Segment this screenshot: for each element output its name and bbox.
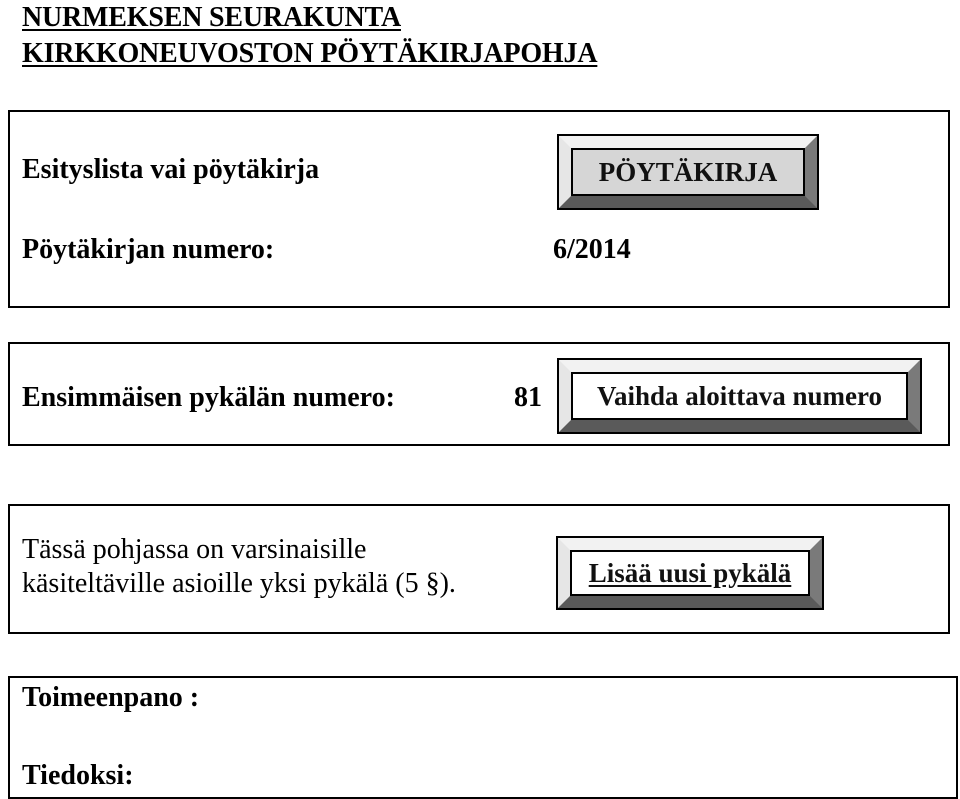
document-type-button[interactable] bbox=[559, 136, 817, 208]
for-information-label: Tiedoksi: bbox=[22, 760, 134, 791]
change-start-number-button-label: Vaihda aloittava numero bbox=[596, 380, 883, 411]
organization-name: NURMEKSEN SEURAKUNTA bbox=[22, 2, 401, 33]
template-info-line-1: Tässä pohjassa on varsinaisille bbox=[22, 534, 367, 565]
first-section-number-value: 81 bbox=[514, 382, 542, 413]
execution-panel bbox=[8, 676, 958, 799]
minutes-number-value[interactable]: 6/2014 bbox=[553, 234, 631, 265]
change-start-number-button[interactable] bbox=[559, 360, 920, 432]
section-number-panel bbox=[8, 342, 950, 446]
add-new-section-button[interactable] bbox=[558, 538, 822, 608]
minutes-number-label: Pöytäkirjan numero: bbox=[22, 234, 275, 265]
document-title: KIRKKONEUVOSTON PÖYTÄKIRJAPOHJA bbox=[22, 38, 598, 69]
template-info-line-2: käsiteltäville asioille yksi pykälä (5 §). bbox=[22, 568, 456, 599]
add-section-panel bbox=[8, 504, 950, 634]
document-type-button-label: PÖYTÄKIRJA bbox=[598, 156, 778, 187]
minutes-info-panel bbox=[8, 110, 950, 308]
document-type-label: Esityslista vai pöytäkirja bbox=[22, 154, 320, 185]
first-section-number-label: Ensimmäisen pykälän numero: bbox=[22, 382, 395, 413]
add-new-section-button-label: Lisää uusi pykälä bbox=[588, 557, 792, 588]
execution-label: Toimeenpano : bbox=[22, 682, 200, 713]
